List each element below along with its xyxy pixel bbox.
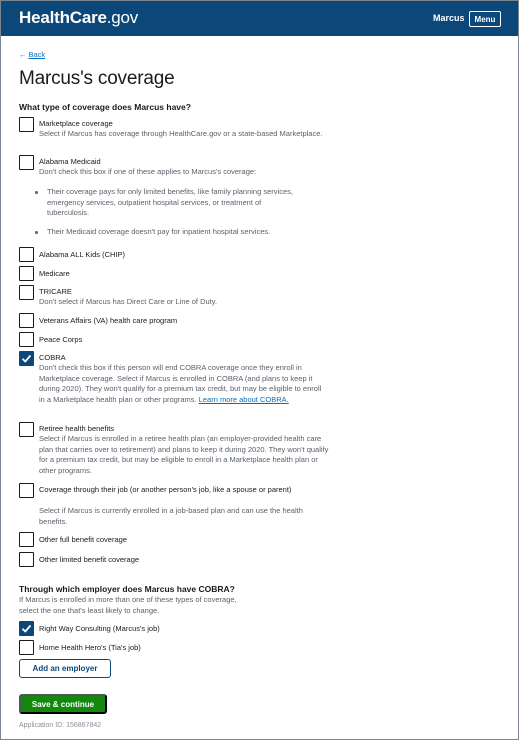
option-label: Right Way Consulting (Marcus's job) bbox=[39, 624, 160, 633]
healthcare-gov-logo[interactable] bbox=[19, 8, 138, 28]
checkbox-alabama-all-kids-chip[interactable] bbox=[19, 247, 34, 262]
checkbox-alabama-medicaid[interactable] bbox=[19, 155, 34, 170]
logo-text-bold: HealthCare bbox=[19, 8, 107, 27]
checkbox-employer-home-health[interactable] bbox=[19, 640, 34, 655]
option-label: TRICARE bbox=[39, 287, 72, 296]
save-continue-button[interactable]: Save & continue bbox=[19, 694, 107, 714]
coverage-type-question: What type of coverage does Marcus have? bbox=[19, 102, 191, 112]
option-label: Home Health Hero's (Tia's job) bbox=[39, 643, 141, 652]
employer-hint: If Marcus is enrolled in more than one of these types of coverage, select the one that's least likely to change. bbox=[19, 595, 237, 615]
application-id: Application ID: 156867842 bbox=[19, 722, 102, 729]
option-label: Alabama Medicaid bbox=[39, 157, 101, 166]
option-hint: Don't check this box if one of these applies to Marcus's coverage: bbox=[39, 167, 257, 176]
option-label: Retiree health benefits bbox=[39, 424, 115, 433]
back-link[interactable] bbox=[19, 50, 45, 59]
option-hint: Select if Marcus has coverage through HealthCare.gov or a state-based Marketplace. bbox=[39, 129, 323, 138]
checkbox-peace-corps[interactable] bbox=[19, 332, 34, 347]
checkbox-retiree-health-benefits[interactable] bbox=[19, 422, 34, 437]
checkmark-icon bbox=[21, 623, 32, 634]
option-label: Other limited benefit coverage bbox=[39, 555, 140, 564]
header-user-name: Marcus bbox=[433, 13, 465, 23]
checkbox-coverage-through-job[interactable] bbox=[19, 483, 34, 498]
option-label: Alabama ALL Kids (CHIP) bbox=[39, 250, 126, 259]
checkmark-icon bbox=[21, 353, 32, 364]
checkbox-marketplace-coverage[interactable] bbox=[19, 117, 34, 132]
add-employer-button[interactable]: Add an employer bbox=[19, 659, 111, 678]
logo-text-light: .gov bbox=[106, 8, 139, 27]
menu-button[interactable]: Menu bbox=[469, 11, 501, 27]
option-label: Coverage through their job (or another person's job, like a spouse or parent) bbox=[39, 485, 292, 494]
option-hint: Don't select if Marcus has Direct Care or Line of Duty. bbox=[39, 297, 218, 306]
option-label: Peace Corps bbox=[39, 335, 83, 344]
checkbox-other-limited-benefit[interactable] bbox=[19, 552, 34, 567]
checkbox-cobra[interactable] bbox=[19, 351, 34, 366]
list-item: Their coverage pays for only limited benefits, like family planning services, emergency services, outpatient hospital services, or treatment of tuberculosis. bbox=[35, 187, 305, 219]
option-hint: Select if Marcus is enrolled in a retiree health plan (an employer-provided health care plan that carries over to retirement) and plans to keep it during 2020. They won't qualify for a premium tax credit, but may be eligible to enroll in a Marketplace health plan or other programs. bbox=[39, 434, 329, 475]
option-label: COBRA bbox=[39, 353, 66, 362]
option-label: Marketplace coverage bbox=[39, 119, 113, 128]
checkbox-tricare[interactable] bbox=[19, 285, 34, 300]
list-item: Their Medicaid coverage doesn't pay for inpatient hospital services. bbox=[35, 227, 305, 238]
option-label: Medicare bbox=[39, 269, 70, 278]
option-label: Veterans Affairs (VA) health care program bbox=[39, 316, 178, 325]
site-header bbox=[1, 1, 518, 36]
option-label: Other full benefit coverage bbox=[39, 535, 127, 544]
option-hint: Select if Marcus is currently enrolled in a job-based plan and can use the health benefits. bbox=[39, 506, 303, 526]
checkbox-employer-right-way[interactable] bbox=[19, 621, 34, 636]
back-link-label: Back bbox=[28, 50, 46, 59]
checkbox-other-full-benefit[interactable] bbox=[19, 532, 34, 547]
page-title: Marcus's coverage bbox=[19, 68, 175, 89]
medicaid-exceptions-list bbox=[35, 187, 305, 237]
option-hint bbox=[39, 363, 329, 405]
arrow-left-icon: ← bbox=[19, 50, 27, 59]
checkbox-medicare[interactable] bbox=[19, 266, 34, 281]
cobra-hint-text: Don't check this box if this person will end COBRA coverage once they enroll in Marketplace coverage. Select if Marcus is enrolled in COBRA (and plans to keep it during 2020). They won't qualify for a premium tax credit, but may be eligible to enroll in a Marketplace health plan or other programs. bbox=[39, 363, 322, 404]
learn-more-cobra-link[interactable]: Learn more about COBRA. bbox=[198, 394, 289, 404]
checkbox-veterans-affairs[interactable] bbox=[19, 313, 34, 328]
employer-question: Through which employer does Marcus have COBRA? bbox=[19, 584, 235, 594]
